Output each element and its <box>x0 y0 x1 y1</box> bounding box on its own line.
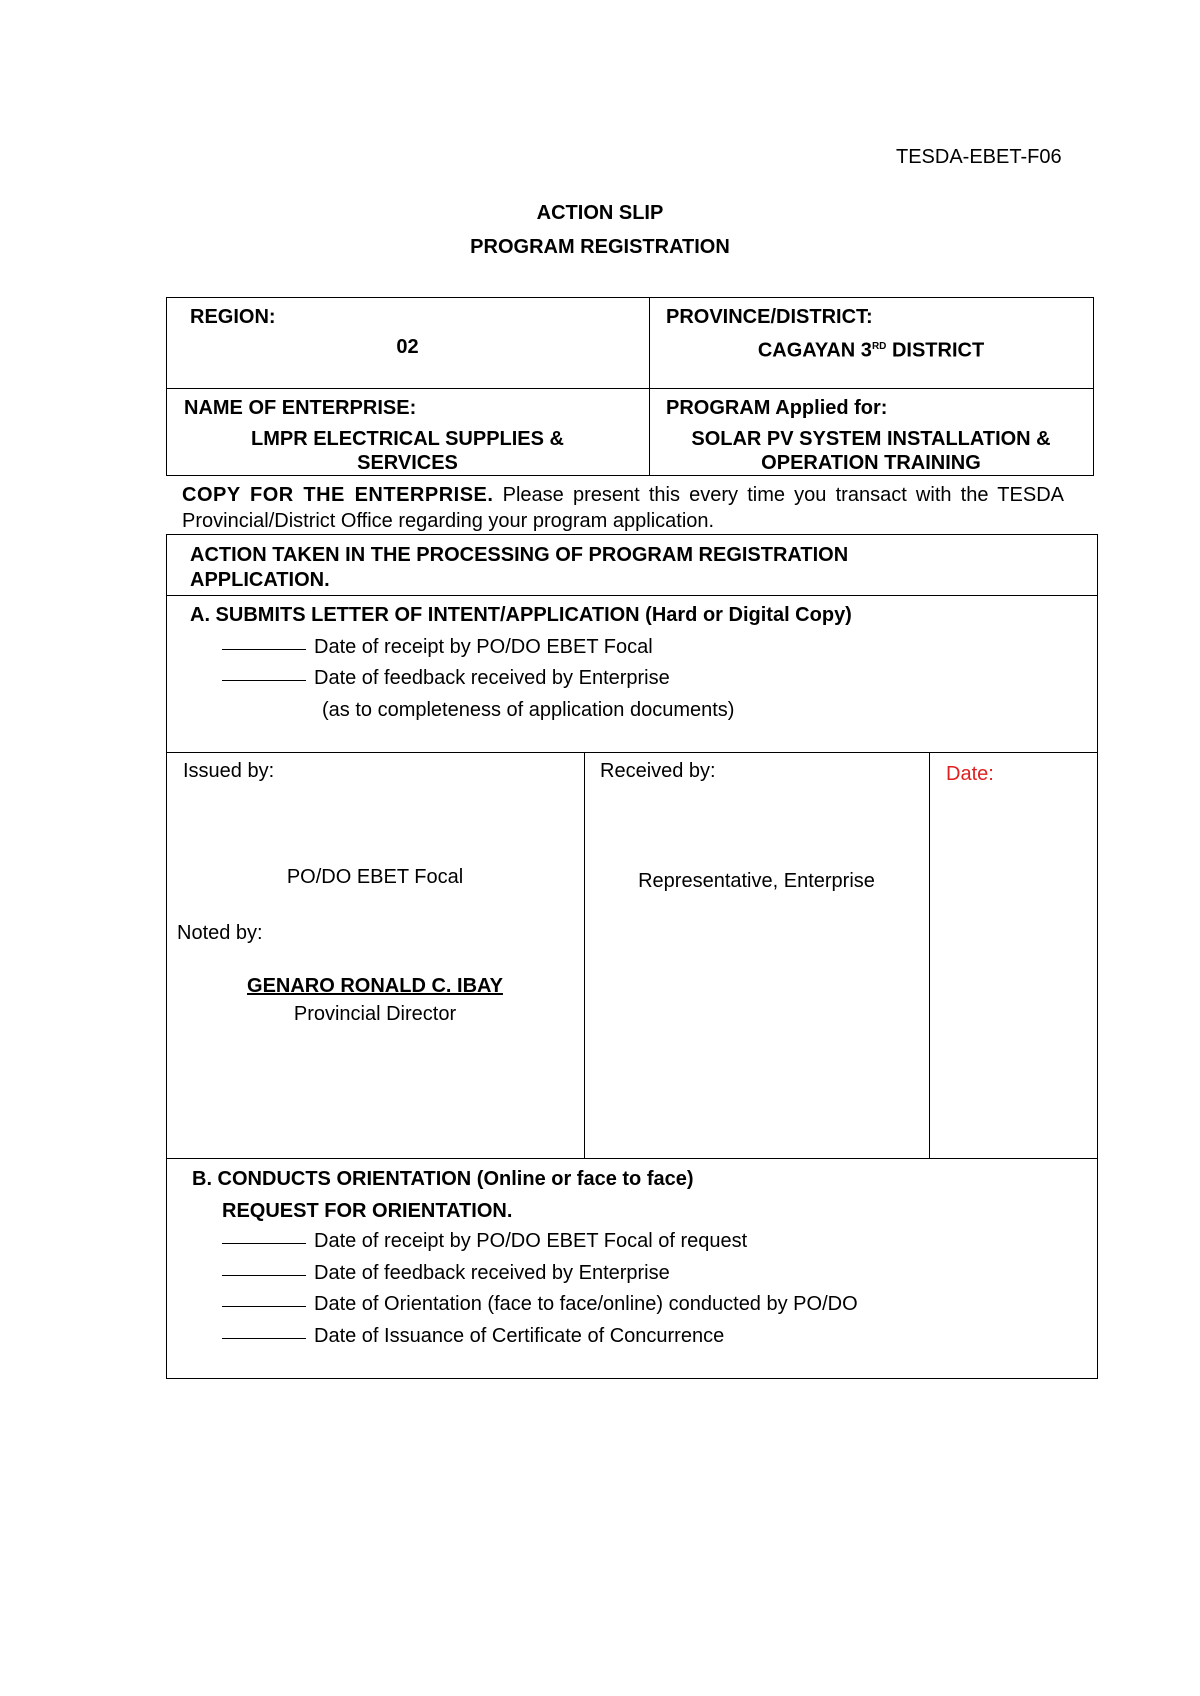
province-value-main: CAGAYAN 3 <box>757 339 872 362</box>
section-a-heading: A. SUBMITS LETTER OF INTENT/APPLICATION (Hard or Digital Copy) <box>190 604 852 626</box>
table-border-bottom <box>166 475 1094 476</box>
copy-note-text: Please present this every time you transact with the TESDA Provincial/District Office regarding your program application. <box>182 484 1064 532</box>
noted-by-title: Provincial Director <box>293 1003 457 1025</box>
section-b-heading: B. CONDUCTS ORIENTATION (Online or face to face) <box>192 1168 694 1190</box>
signature-col-divider-1 <box>584 752 585 1158</box>
action-border-left <box>166 534 167 1378</box>
page-subtitle: PROGRAM REGISTRATION <box>470 236 730 258</box>
date-blank[interactable] <box>222 680 306 681</box>
province-value-sup: RD <box>871 341 887 352</box>
copy-note <box>182 482 1064 534</box>
action-header-divider <box>166 595 1098 596</box>
enterprise-value-line1: LMPR ELECTRICAL SUPPLIES & <box>251 428 564 450</box>
noted-by-label: Noted by: <box>177 922 263 944</box>
table-border-top <box>166 297 1094 298</box>
program-value-line2: OPERATION TRAINING <box>761 452 981 474</box>
province-label: PROVINCE/DISTRICT: <box>666 306 873 328</box>
received-by-role: Representative, Enterprise <box>638 870 875 892</box>
action-header-line2: APPLICATION. <box>190 569 330 591</box>
action-border-bottom <box>166 1378 1098 1379</box>
action-header-line1: ACTION TAKEN IN THE PROCESSING OF PROGRAM REGISTRATION <box>190 544 849 566</box>
section-b-item-text: Date of receipt by PO/DO EBET Focal of request <box>314 1230 748 1252</box>
section-b-item <box>222 1293 858 1316</box>
section-a-item <box>222 667 670 690</box>
section-b-item-text: Date of Orientation (face to face/online) conducted by PO/DO <box>314 1293 858 1315</box>
section-b-subheading: REQUEST FOR ORIENTATION. <box>222 1200 513 1222</box>
enterprise-label: NAME OF ENTERPRISE: <box>184 397 417 419</box>
region-label: REGION: <box>190 306 276 328</box>
province-value <box>649 335 1093 363</box>
copy-note-bold: COPY FOR THE ENTERPRISE. <box>182 484 494 506</box>
date-label: Date: <box>946 763 994 785</box>
enterprise-value-line2: SERVICES <box>357 452 458 474</box>
date-blank[interactable] <box>222 1243 306 1244</box>
section-b-item <box>222 1262 670 1285</box>
received-by-label: Received by: <box>600 760 716 782</box>
table-border-right <box>1093 297 1094 475</box>
section-b-item-text: Date of Issuance of Certificate of Concurrence <box>314 1325 725 1347</box>
section-a-item-text: Date of receipt by PO/DO EBET Focal <box>314 636 653 658</box>
form-code: TESDA-EBET-F06 <box>896 146 1062 168</box>
section-a-item-text: Date of feedback received by Enterprise <box>314 667 670 689</box>
section-b-item <box>222 1230 747 1253</box>
section-a-item <box>222 636 653 659</box>
date-blank[interactable] <box>222 1275 306 1276</box>
signatures-divider <box>166 1158 1098 1159</box>
date-blank[interactable] <box>222 649 306 650</box>
date-blank[interactable] <box>222 1306 306 1307</box>
program-value-line1: SOLAR PV SYSTEM INSTALLATION & <box>691 428 1051 450</box>
action-border-right <box>1097 534 1098 1378</box>
issued-by-role: PO/DO EBET Focal <box>286 866 464 888</box>
section-b-item <box>222 1325 724 1348</box>
section-a-note: (as to completeness of application documents) <box>322 699 735 721</box>
date-blank[interactable] <box>222 1338 306 1339</box>
section-b-item-text: Date of feedback received by Enterprise <box>314 1262 670 1284</box>
issued-by-label: Issued by: <box>183 760 275 782</box>
section-a-divider <box>166 752 1098 753</box>
signature-col-divider-2 <box>929 752 930 1158</box>
program-label: PROGRAM Applied for: <box>666 397 888 419</box>
province-value-tail: DISTRICT <box>886 339 985 362</box>
region-value: 02 <box>396 336 419 358</box>
page-title: ACTION SLIP <box>536 202 664 224</box>
table-row-divider <box>166 388 1094 389</box>
noted-by-name: GENARO RONALD C. IBAY <box>247 975 503 997</box>
action-border-top <box>166 534 1098 535</box>
